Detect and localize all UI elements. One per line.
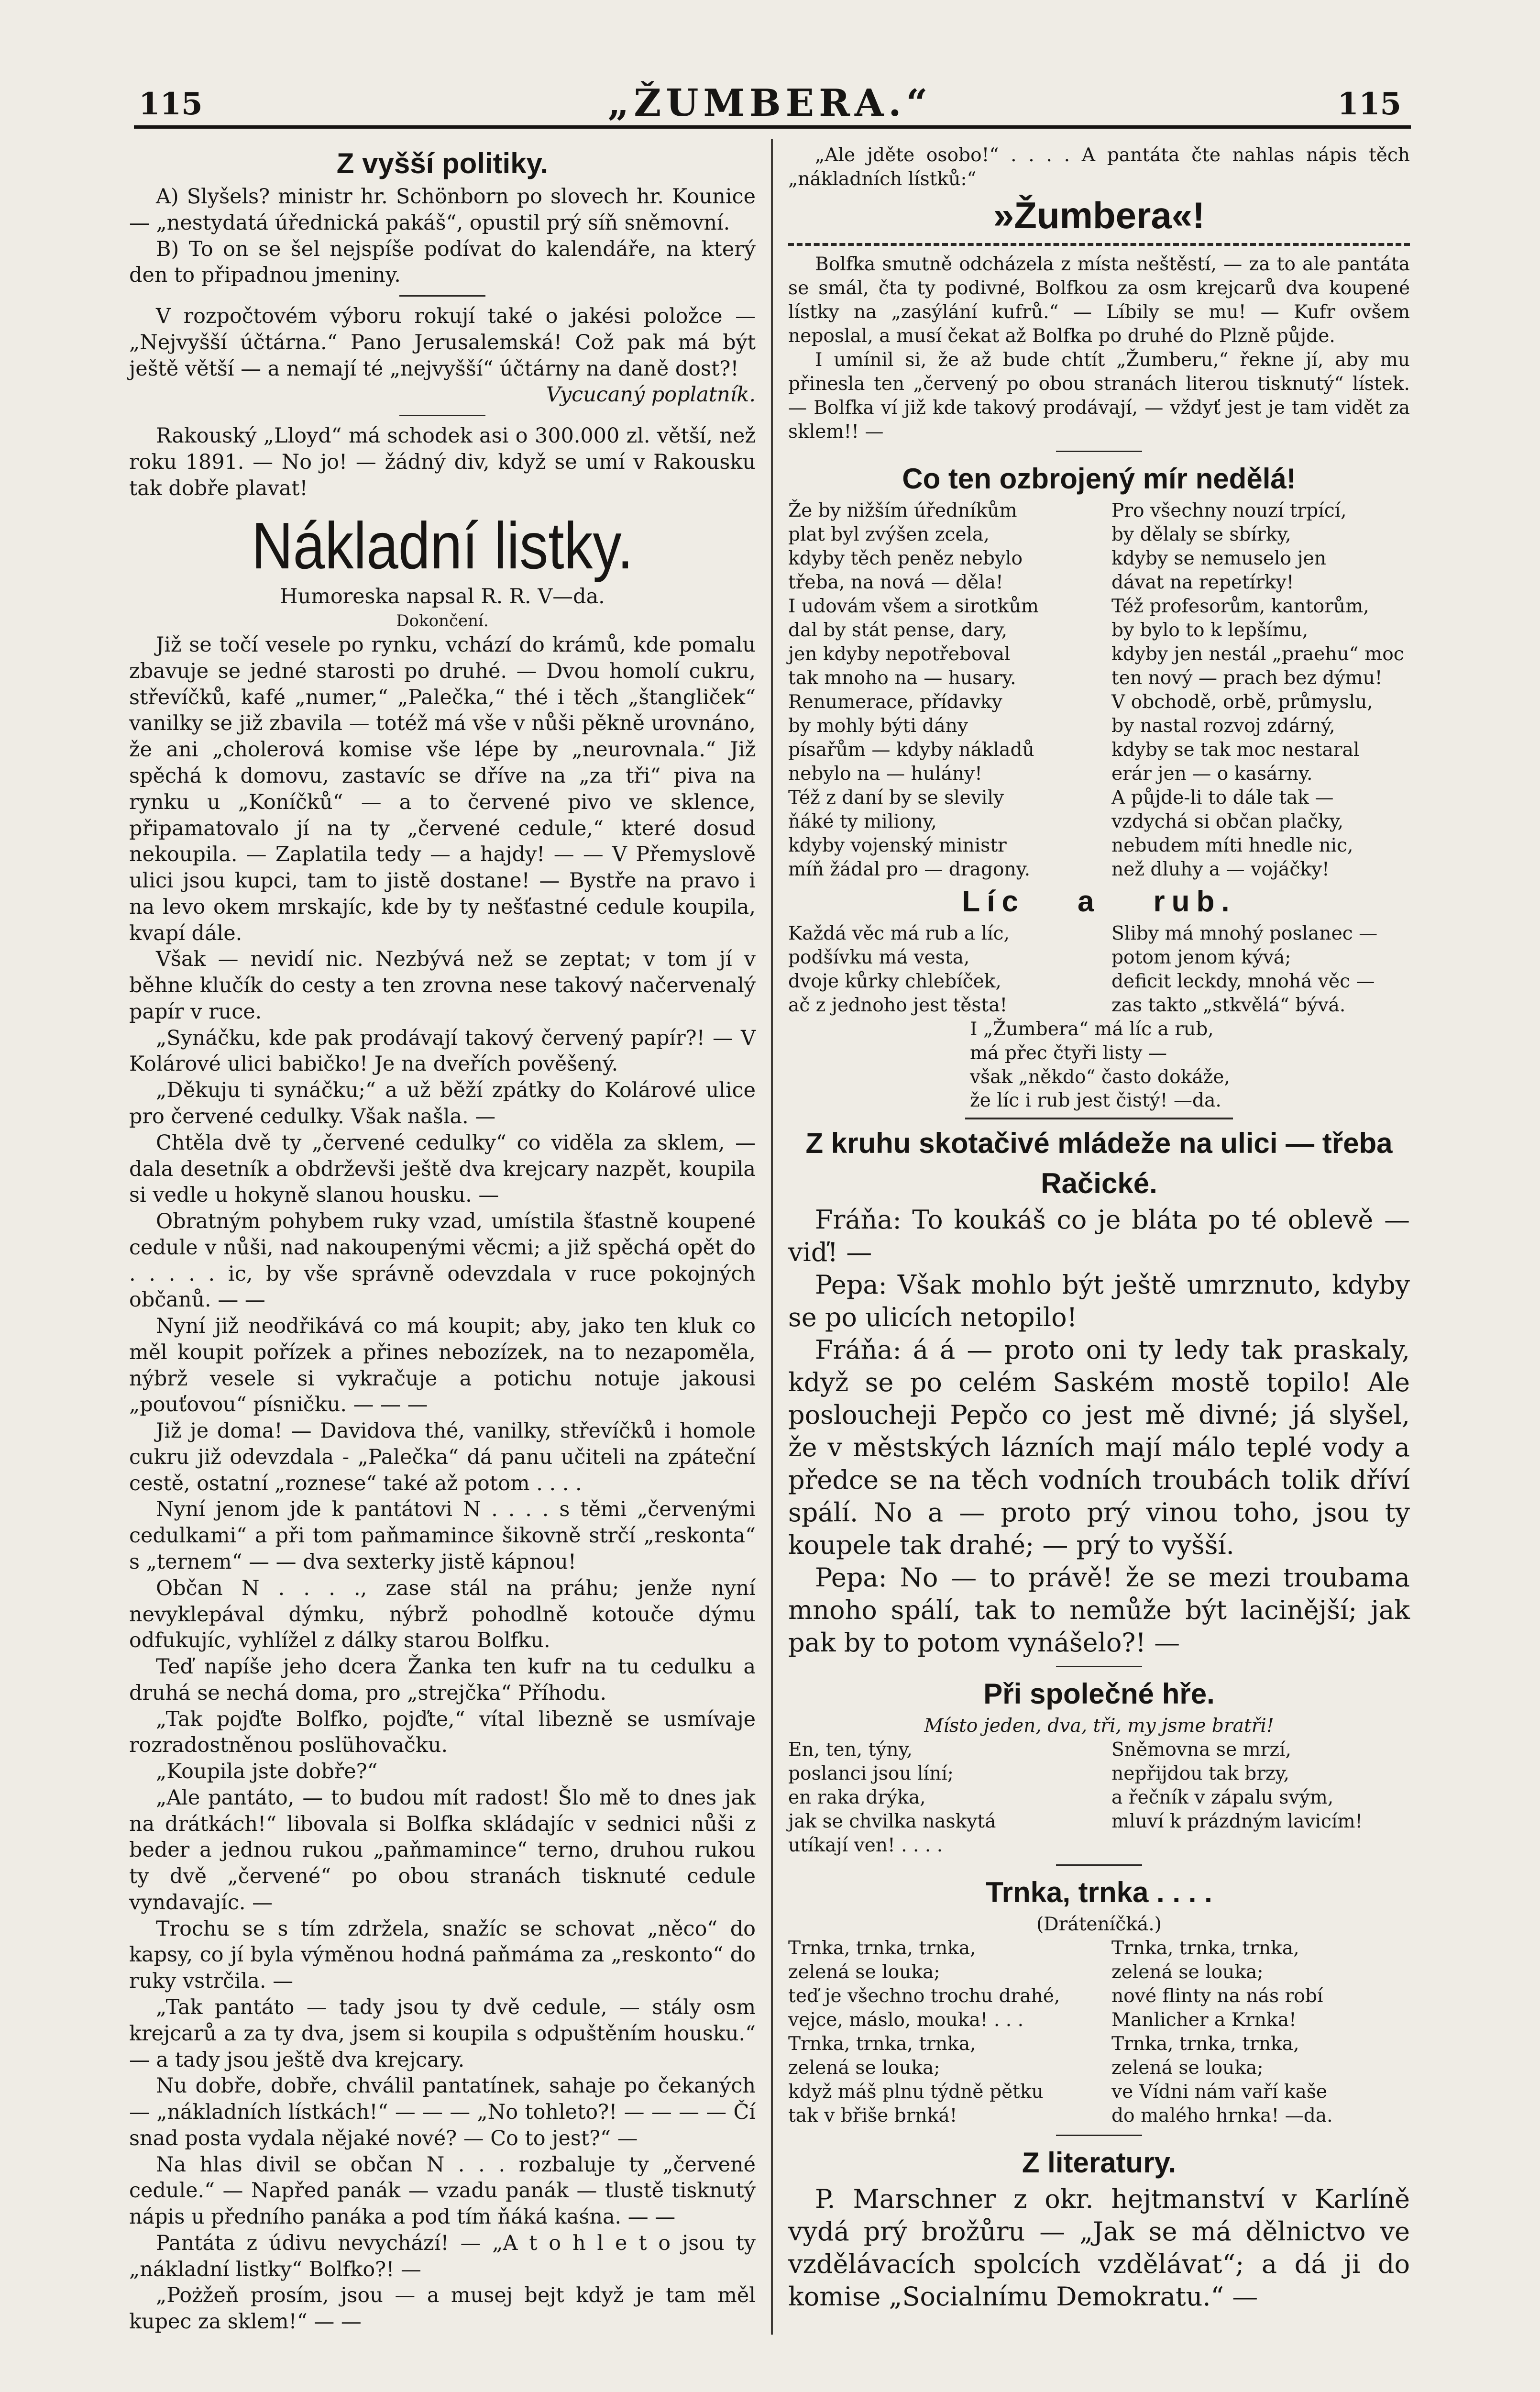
separator bbox=[1056, 1864, 1142, 1866]
page-number-left: 115 bbox=[139, 86, 203, 122]
poem-line: Trnka, trnka, trnka, bbox=[1111, 2033, 1299, 2055]
poem-line: zelená se louka; bbox=[1111, 2057, 1264, 2079]
rub-word: rub. bbox=[1153, 885, 1236, 918]
poem-line: než dluhy a — vojáčky! bbox=[1111, 858, 1330, 880]
story-paragraph: Teď napíše jeho dcera Žanka ten kufr na tu cedulku a druhá se nechá doma, pro „strejčka“ Příhodu. bbox=[129, 1655, 756, 1705]
poem-line: Trnka, trnka, trnka, bbox=[788, 2033, 976, 2055]
poem-line: erár jen — o kasárny. bbox=[1111, 763, 1313, 785]
poem-line: kdyby vojenský ministr bbox=[788, 834, 1007, 856]
separator bbox=[399, 415, 485, 416]
poem-line: Každá věc má rub a líc, bbox=[788, 922, 1010, 944]
politics-para-a: A) Slyšels? ministr hr. Schönborn po slovech hr. Kounice — „nestydatá úřednická pakáš“, opustil prý síň sněmovní. bbox=[129, 185, 756, 235]
right-column bbox=[788, 144, 1410, 2313]
poem-line: jak se chvilka naskytá bbox=[788, 1811, 996, 1833]
lic-rub-left bbox=[788, 922, 1087, 1018]
poem-line: kdyby se nemuselo jen bbox=[1111, 547, 1326, 569]
literature-title: Z literatury. bbox=[1022, 2147, 1177, 2179]
story-paragraph: Již je doma! — Davidova thé, vanilky, střevíčků i homole cukru již odevzdala - „Palečka“ dá panu učiteli na zpáteční cestě, ostatní „roznese“ také až potom . . . . bbox=[129, 1419, 756, 1495]
separator bbox=[1056, 1666, 1142, 1667]
poem-line: Manlicher a Krnka! bbox=[1111, 2009, 1297, 2031]
story-paragraph: „Tak pojďte Bolfko, pojďte,“ vítal libezně se usmívaje rozradostněnou poslühovačku. bbox=[129, 1707, 756, 1758]
arms-title: Co ten ozbrojený mír nedělá! bbox=[902, 462, 1296, 495]
story-paragraph: „Koupila jste dobře?“ bbox=[156, 1760, 378, 1784]
story-paragraph: Občan N . . . ., zase stál na práhu; jenže nyní nevyklepával dýmku, nýbrž pohodlně kotouče dýmu odfukujíc, vyhlížel z dálky starou Bolfku. bbox=[129, 1576, 756, 1653]
zumbera-title: »Žumbera«! bbox=[993, 194, 1205, 236]
poem-line: vzdychá si občan plačky, bbox=[1111, 810, 1344, 832]
page-number-right: 115 bbox=[1337, 86, 1401, 122]
poem-line: En, ten, týny, bbox=[788, 1739, 913, 1761]
social-title: Při společné hře. bbox=[983, 1678, 1215, 1710]
poem-line: A půjde-li to dále tak — bbox=[1111, 786, 1334, 808]
lic-rub-right bbox=[1111, 922, 1410, 1018]
separator bbox=[1056, 451, 1142, 452]
poem-line: I udovám všem a sirotkům bbox=[788, 595, 1039, 617]
story-paragraph: „Pożžeň prosím, jsou — a musej bejt když je tam měl kupec za sklem!“ — — bbox=[129, 2283, 756, 2334]
poem-line: Že by nižším úředníkům bbox=[788, 499, 1017, 521]
poem-line: dávat na repetírky! bbox=[1111, 571, 1294, 593]
arms-poem bbox=[788, 499, 1410, 882]
poem-line: podšívku má vesta, bbox=[788, 946, 970, 968]
dialogue-paragraph: Pepa: No — to právě! že se mezi troubama mnoho spálí, tak to nemůže být lacinější; jak pak by to potom vynášelo?! — bbox=[788, 1562, 1410, 1658]
lic-word: Líc bbox=[962, 885, 1025, 918]
story-paragraph: Trochu se s tím zdržela, snažíc se schovat „něco“ do kapsy, co jí byla výměnou hodná paňmáma za „reskonto“ do ruky vstrčila. — bbox=[129, 1916, 756, 1993]
story-paragraph: „Tak pantáto — tady jsou ty dvě cedule, — stály osm krejcarů a za ty dva, jsem si koupila s odpuštěním housku.“ — a tady jsou ještě dva krejcary. bbox=[129, 1995, 756, 2072]
poem-line: vejce, máslo, mouka! . . . bbox=[788, 2009, 1024, 2031]
poem-line: zas takto „stkvělá“ bývá. bbox=[1111, 994, 1346, 1016]
poem-line: Sliby má mnohý poslanec — bbox=[1111, 922, 1378, 944]
story-paragraph: Nyní již neodřikává co má koupit; aby, jako ten kluk co měl koupit pořízek a přines nebozízek, na to nezapoměla, nýbrž vesele si vykračuje a potichu notuje jakousi „pouťovou“ písničku. — — — bbox=[129, 1314, 756, 1417]
budget-para: V rozpočtovém výboru rokují také o jakési položce — „Nejvyšší účtárna.“ Pano Jerusalemská! Což pak má být ještě větší — a nemají té „nejvyšší“ účtárny na daně dost?! bbox=[129, 304, 756, 381]
story-paragraph: Pantáta z údivu nevychází! — „A t o h l e t o jsou ty „nákladní listky“ Bolfko?! — bbox=[129, 2231, 756, 2281]
trnka-poem bbox=[788, 1937, 1410, 2128]
poem-line: ňáké ty miliony, bbox=[788, 810, 937, 832]
poem-line: potom jenom kývá; bbox=[1111, 946, 1291, 968]
story-paragraph: Nu dobře, dobře, chválil pantatínek, sahaje po čekaných — „nákladních lístkách!“ — — — „No tohleto?! — — — — Čí snad posta vydala nějaké nové? — Co to jest?“ — bbox=[129, 2074, 756, 2150]
trnka-poem-left bbox=[788, 1937, 1087, 2128]
arms-poem-right bbox=[1111, 499, 1410, 882]
story-paragraph: Nyní jenom jde k pantátovi N . . . . s těmi „červenými cedulkami“ a při tom paňmamince šikovně strčí „reskonta“ s „ternem“ — — dva sexterky jistě kápnou! bbox=[129, 1497, 756, 1574]
social-poem bbox=[788, 1738, 1410, 1858]
page-header bbox=[134, 77, 1406, 129]
poem-line: nebylo na — hulány! bbox=[788, 763, 982, 785]
poem-line: utíkají ven! . . . . bbox=[788, 1835, 943, 1857]
dialogue-paragraph: Fráňa: á á — proto oni ty ledy tak praskaly, když se po celém Saském mostě topilo! Ale posloucheji Pepčo co jest mě divné; já slyšel, že v městských lázních mají málo teplé vody a předce se na těch vodních troubách tolik dříví spálí. No a — proto prý vinou toho, jsou ty koupele tak drahé; — prý to vyšší. bbox=[788, 1335, 1410, 1561]
literature-para: P. Marschner z okr. hejtmanství v Karlíně vydá prý brožůru — „Jak se má dělnictvo ve vzdělávacích spolcích vzdělávat“; a dá ji do komise „Socialnímu Demokratu.“ — bbox=[788, 2184, 1410, 2312]
poem-line: teď je všechno trochu drahé, bbox=[788, 1985, 1060, 2007]
poem-line: by nastal rozvoj zdárný, bbox=[1111, 715, 1335, 737]
story-byline: Humoreska napsal R. R. V—da. bbox=[280, 585, 605, 609]
story-paragraph: „Ale pantáto, — to budou mít radost! Šlo mě to dnes jak na drátkách!“ libovala si Bolfka skládajíc v sednici nůši z beder a jednou rukou „paňmamince“ terno, druhou rukou ty dvě „červené“ po obou stranách tisknuté cedule vyndavajíc. — bbox=[129, 1785, 756, 1915]
poem-line: mluví k prázdným lavicím! bbox=[1111, 1811, 1363, 1833]
poem-line: nové flinty na nás robí bbox=[1111, 1985, 1323, 2007]
story-ending-para: Bolfka smutně odcházela z místa neštěstí, — za to ale pantáta se smál, čta ty podivné, Bolfkou za osm krejcarů dva koupené lístky na „zasýlání kufrů.“ — Líbily se mu! — Kufr ovšem neposlal, a musí čekat až Bolfka po druhé do Plzně půjde. bbox=[788, 253, 1410, 347]
poem-line: míň žádal pro — dragony. bbox=[788, 858, 1031, 880]
poem-line: poslanci jsou líní; bbox=[788, 1763, 954, 1785]
poem-line: Trnka, trnka, trnka, bbox=[788, 1938, 976, 1960]
poem-line: dal by stát pense, dary, bbox=[788, 619, 1008, 641]
story-paragraph: Chtěla dvě ty „červené cedulky“ co viděla za sklem, — dala desetník a obdrževši ještě dva krejcary nazpět, koupila si vedle u hokyně slanou housku. — bbox=[129, 1130, 756, 1207]
separator bbox=[965, 1118, 1233, 1119]
poem-line: Též profesorům, kantorům, bbox=[1111, 595, 1369, 617]
poem-line: ač z jednoho jest těsta! bbox=[788, 994, 1008, 1016]
left-column bbox=[129, 144, 756, 2335]
poem-line: ve Vídni nám vaří kaše bbox=[1111, 2081, 1328, 2103]
poem-line: třeba, na nová — děla! bbox=[788, 571, 1003, 593]
lic-rub-ending bbox=[788, 1018, 1410, 1113]
budget-signature: Vycucaný poplatník. bbox=[546, 383, 756, 407]
arms-poem-left bbox=[788, 499, 1087, 882]
trnka-subtitle: (Dráteníčká.) bbox=[1036, 1914, 1162, 1936]
social-poem-left bbox=[788, 1738, 1087, 1858]
poem-line: když máš plnu týdně pětku bbox=[788, 2081, 1044, 2103]
poem-line: že líc i rub jest čistý! —da. bbox=[970, 1090, 1221, 1112]
poem-line: tak v břiše brnká! bbox=[788, 2105, 957, 2127]
poem-line: však „někdo“ často dokáže, bbox=[970, 1066, 1230, 1088]
poem-line: en raka drýka, bbox=[788, 1787, 926, 1809]
poem-line: má přec čtyři listy — bbox=[970, 1042, 1167, 1064]
dashed-separator bbox=[788, 243, 1410, 246]
poem-line: nepřijdou tak brzy, bbox=[1111, 1763, 1289, 1785]
poem-line: V obchodě, orbě, průmyslu, bbox=[1111, 691, 1373, 713]
poem-line: kdyby se tak moc nestaral bbox=[1111, 739, 1360, 761]
trnka-title: Trnka, trnka . . . . bbox=[986, 1876, 1212, 1909]
story-ending-para-2: I umínil si, že až bude chtít „Žumberu,“ řekne jí, aby mu přinesla ten „červený po obou stranách literou tisknutý“ lístek. — Bolfka ví již kde takový prodávají, — vždyť jest je tam vidět za sklem!! — bbox=[788, 349, 1410, 443]
poem-line: deficit leckdy, mnohá věc — bbox=[1111, 970, 1375, 992]
masthead: „ŽUMBERA.“ bbox=[607, 81, 933, 125]
separator bbox=[1056, 2135, 1142, 2136]
poem-line: zelená se louka; bbox=[788, 2057, 940, 2079]
poem-line: zelená se louka; bbox=[788, 1961, 940, 1983]
a-word: a bbox=[1078, 885, 1101, 918]
story-paragraph: „Synáčku, kde pak prodávají takový červený papír?! — V Kolárové ulici babičko! Je na dveřích pověšený. bbox=[129, 1026, 756, 1076]
poem-line: dvoje kůrky chlebíček, bbox=[788, 970, 1001, 992]
dialogue-paragraph: Fráňa: To koukáš co je bláta po té oblevě — viď! — bbox=[788, 1205, 1410, 1268]
poem-line: písařům — kdyby nákladů bbox=[788, 739, 1034, 761]
politics-para-b: B) To on se šel nejspíše podívat do kalendáře, na který den to připadnou jmeniny. bbox=[129, 237, 756, 288]
poem-line: kdyby těch peněz nebylo bbox=[788, 547, 1023, 569]
poem-line: Renumerace, přídavky bbox=[788, 691, 1002, 713]
poem-line: by bylo to k lepšímu, bbox=[1111, 619, 1309, 641]
poem-line: plat byl zvýšen zcela, bbox=[788, 523, 990, 545]
poem-line: Trnka, trnka, trnka, bbox=[1111, 1938, 1299, 1960]
story-continued: Dokončení. bbox=[396, 611, 489, 631]
social-subtitle: Místo jeden, dva, tři, my jsme bratři! bbox=[924, 1715, 1274, 1737]
story-paragraph: Obratným pohybem ruky vzad, umístila šťastně koupené cedule v nůši, nad nakoupenými věcmi; a již spěchá opět do . . . . . ic, by vše správně odevzdala v ruce pokojných občanů. — — bbox=[129, 1209, 756, 1312]
politics-title: Z vyšší politiky. bbox=[336, 147, 549, 179]
poem-line: nebudem míti hnedle nic, bbox=[1111, 834, 1353, 856]
story-title: Nákladní listky. bbox=[251, 509, 634, 583]
poem-line: Sněmovna se mrzí, bbox=[1111, 1739, 1291, 1761]
lic-rub-title bbox=[788, 882, 1410, 922]
poem-line: kdyby jen nestál „praehu“ moc bbox=[1111, 643, 1404, 665]
poem-line: I „Žumbera“ má líc a rub, bbox=[970, 1018, 1214, 1040]
social-poem-right bbox=[1111, 1738, 1410, 1858]
story-paragraph: Však — nevidí nic. Nezbývá než se zeptat; v tom jí v běhne klučík do cesty a ten zrovna nese takový načervenalý papír v ruce. bbox=[129, 947, 756, 1024]
story-ending-intro: „Ale jděte osobo!“ . . . . A pantáta čte nahlas nápis těch „nákladních lístků:“ bbox=[788, 144, 1410, 190]
story-paragraph: „Děkuju ti synáčku;“ a už běží zpátky do Kolárové ulice pro červené cedulky. Však našla. — bbox=[129, 1078, 756, 1129]
poem-line: Pro všechny nouzí trpící, bbox=[1111, 499, 1347, 521]
poem-line: by mohly býti dány bbox=[788, 715, 968, 737]
poem-line: tak mnoho na — husary. bbox=[788, 667, 1016, 689]
poem-line: by dělaly se sbírky, bbox=[1111, 523, 1291, 545]
poem-line: a řečník v zápalu svým, bbox=[1111, 1787, 1334, 1809]
poem-line: ten nový — prach bez dýmu! bbox=[1111, 667, 1383, 689]
poem-line: Též z daní by se slevily bbox=[788, 786, 1004, 808]
poem-line: jen kdyby nepotřeboval bbox=[788, 643, 1011, 665]
story-paragraph: Na hlas divil se občan N . . . rozbaluje ty „červené cedule.“ — Napřed panák — vzadu panák — tlustě tisknutý nápis u předního panáka a pod tím ňáká kaśna. — — bbox=[129, 2152, 756, 2229]
lic-rub-poem bbox=[788, 922, 1410, 1018]
lloyd-para: Rakouský „Lloyd“ má schodek asi o 300.000 zl. větší, než roku 1891. — No jo! — žádný div, když se umí v Rakousku tak dobře plavat! bbox=[129, 424, 756, 500]
poem-line: zelená se louka; bbox=[1111, 1961, 1264, 1983]
trnka-poem-right bbox=[1111, 1937, 1410, 2128]
dialogue-paragraph: Pepa: Však mohlo být ještě umrznuto, kdyby se po ulicích netopilo! bbox=[788, 1270, 1410, 1333]
youth-title: Z kruhu skotačivé mládeže na ulici — třeba Račické. bbox=[805, 1127, 1393, 1200]
separator bbox=[399, 295, 485, 297]
column-divider bbox=[771, 139, 773, 2335]
header-rule bbox=[134, 125, 1411, 129]
story-body bbox=[129, 632, 756, 2335]
poem-line: do malého hrnka! —da. bbox=[1111, 2105, 1333, 2127]
story-paragraph: Již se točí vesele po rynku, vchází do krámů, kde pomalu zbavuje se jedné starosti po druhé. — Dvou homolí cukru, střevíčků, kafé „numer,“ „Palečka,“ thé i těch „štangliček“ vanilky se již zbavila — totéž má vše v nůši pěkně urovnáno, že ani „cholerová komise vše lépe by „neurovnala.“ Již spěchá k domovu, zastavíc se dříve na „za tři“ piva na rynku u „Koníčků“ — a to červené pivo ve sklence, připamatovalo jí na ty „červené cedule,“ které dosud nekoupila. — Zaplatila tedy — a hajdy! — — V Přemyslově ulici jsou kupci, tam to jistě dostane! — Bystře na pravo i na levo okem mrskajíc, kde by ty nešťastné cedule koupila, kvapí dále. bbox=[129, 633, 756, 945]
youth-dialogue bbox=[788, 1204, 1410, 1659]
